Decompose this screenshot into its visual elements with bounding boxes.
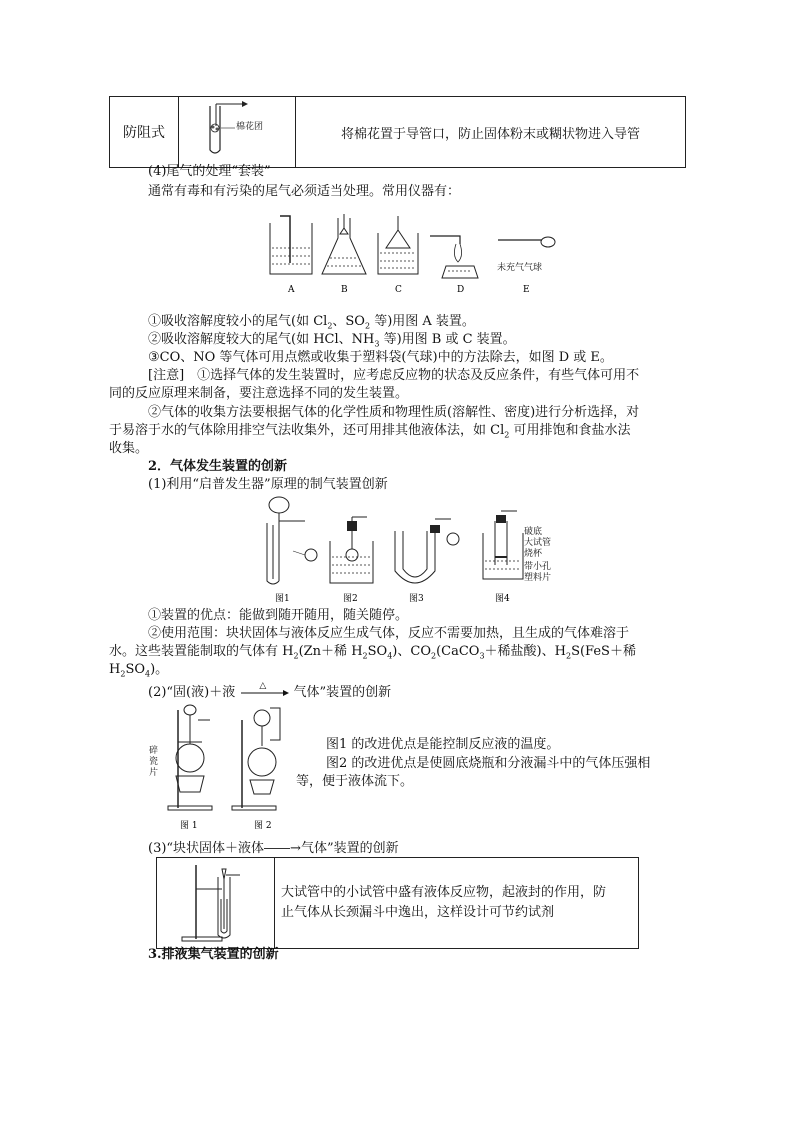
tail-gas-intro: 通常有毒和有污染的尾气必须适当处理。常用仪器有： — [148, 184, 461, 199]
section-2-heading: 2．气体发生装置的创新 — [148, 459, 288, 474]
heated-fig-label-2: 图 2 — [254, 821, 272, 831]
tail-gas-item-2: ②吸收溶解度较大的尾气(如 HCl、$NH_3$ 等)用图 B 或 C 装置。 — [148, 332, 516, 349]
tail-gas-heading: (4)尾气的处理“套装” — [148, 164, 271, 179]
heat-arrow — [239, 680, 289, 700]
liquid-seal-text-b: 止气体从长颈漏斗中逸出，这样设计可节约试剂 — [281, 905, 555, 920]
fig-letter-b: B — [341, 285, 348, 295]
tail-gas-item-3: ③CO、NO 等气体可用点燃或收集于塑料袋(气球)中的方法除去，如图 D 或 E。 — [148, 350, 613, 365]
anti-clog-description: 将棉花置于导管口，防止固体粉末或糊状物进入导管 — [296, 97, 686, 168]
heated-fig-1 — [168, 705, 212, 810]
apparatus-d — [430, 236, 478, 278]
apparatus-c — [378, 216, 418, 274]
type-label: 防阻式 — [110, 97, 179, 168]
kipp-fig-label-3: 图3 — [409, 594, 424, 604]
fig4-label-small-holes: 带小孔 — [524, 562, 552, 572]
fig1-advantage-text: 图1 的改进优点是能控制反应液的温度。 — [326, 737, 560, 752]
kipp-fig-label-4: 图4 — [495, 594, 510, 604]
note-1-line-b: 同的反应原理来制备，要注意选择不同的发生装置。 — [109, 386, 409, 401]
kipp-scope-line-b: 水。这些装置能制取的气体有 $H_2(Zn+$稀 $H_2SO_4$)、$CO_2(CaCO_3+$稀盐酸)、$H_2S(FeS+$稀 — [109, 644, 636, 661]
kipp-fig-2 — [330, 517, 373, 583]
liquid-seal-description — [275, 858, 639, 949]
fig4-label-large-tube: 大试管 — [524, 538, 552, 548]
fig-letter-e: E — [523, 285, 530, 295]
fig-letter-a: A — [288, 285, 295, 295]
cotton-label: 棉花团 — [236, 122, 264, 132]
fig-letter-c: C — [395, 285, 402, 295]
tail-gas-item-1: ①吸收溶解度较小的尾气(如 $Cl_2$、$SO_2$ 等)用图 A 装置。 — [148, 314, 475, 331]
liquid-seal-text-a: 大试管中的小试管中盛有液体反应物，起液封的作用，防 — [281, 885, 607, 900]
solid-liquid-heat-heading: (2)“固(液)＋液 △ 气体”装置的创新 — [148, 684, 391, 702]
liquid-seal-table — [156, 857, 639, 949]
apparatus-b — [322, 214, 366, 274]
apparatus-a — [270, 216, 312, 274]
fig2-advantage-text-a: 图2 的改进优点是使圆底烧瓶和分液漏斗中的气体压强相 — [326, 756, 651, 771]
heated-fig-label-1: 图 1 — [180, 821, 198, 831]
apparatus-e — [498, 237, 555, 247]
anti-clog-table — [109, 96, 686, 168]
kipp-fig-3 — [395, 519, 459, 583]
fig2-advantage-text-b: 等，便于液体流下。 — [296, 774, 414, 789]
shard-label-1: 碎 — [149, 746, 159, 756]
fig4-label-plastic-sheet: 塑料片 — [524, 573, 552, 583]
heated-flask-figure — [162, 700, 292, 832]
shard-label-2: 瓷 — [149, 757, 159, 767]
kipp-scope-line-a: ②使用范围：块状固体与液体反应生成气体，反应不需要加热，且生成的气体难溶于 — [148, 626, 630, 641]
note-2-line-c: 收集。 — [109, 441, 149, 456]
liquid-seal-figure-cell — [157, 858, 275, 949]
tail-gas-apparatus-figure — [260, 208, 570, 298]
note-2-line-b: 于易溶于水的气体除用排空气法收集外，还可用排其他液体法，如 $Cl_2$ 可用排饱和食盐水法 — [109, 423, 631, 440]
shard-label-3: 片 — [149, 768, 159, 778]
kipp-fig-1 — [267, 497, 317, 584]
heated-fig-2 — [232, 708, 280, 810]
block-solid-liquid-heading: (3)“块状固体＋液体――→气体”装置的创新 — [148, 841, 399, 856]
kipp-fig-4 — [483, 511, 523, 579]
note-2-line-a: ②气体的收集方法要根据气体的化学性质和物理性质(溶解性、密度)进行分析选择，对 — [148, 405, 640, 420]
cotton-figure-cell — [179, 97, 296, 168]
kipp-fig-label-2: 图2 — [343, 594, 358, 604]
fig4-label-broken-bottom: 破底 — [524, 527, 543, 537]
heat-symbol: △ — [259, 680, 267, 691]
kipp-advantage: ①装置的优点：能做到随开随用，随关随停。 — [148, 608, 409, 623]
balloon-label: 未充气气球 — [497, 263, 543, 273]
kipp-fig-label-1: 图1 — [275, 594, 290, 604]
kipp-scope-line-c: $H_2SO_4$)。 — [109, 662, 169, 679]
note-1-line-a: [注意] ①选择气体的发生装置时，应考虑反应物的状态及反应条件，有些气体可用不 — [148, 368, 640, 383]
fig-letter-d: D — [457, 285, 465, 295]
section-3-heading: 3.排液集气装置的创新 — [148, 947, 279, 962]
kipp-heading: (1)利用“启普发生器”原理的制气装置创新 — [148, 477, 388, 492]
kipp-apparatus-figure — [255, 493, 555, 605]
fig4-label-beaker: 烧杯 — [524, 549, 543, 559]
liquid-seal-apparatus-figure — [158, 859, 273, 943]
